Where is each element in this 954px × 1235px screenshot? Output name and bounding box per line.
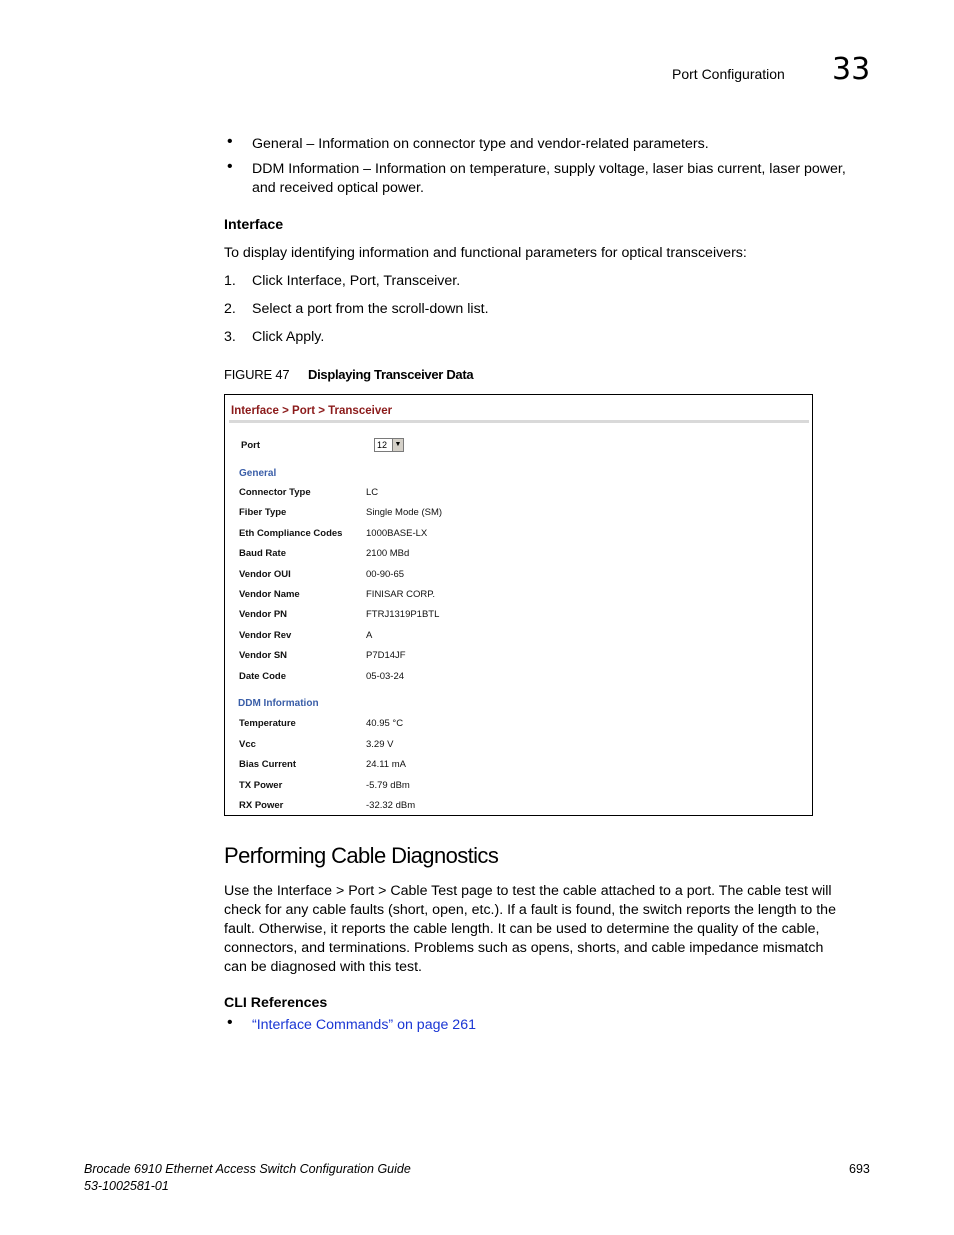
row-label: Vendor OUI [239,569,291,580]
paragraph-line: connectors, and terminations. Problems such as opens, shorts, and cable impedance mismatch [224,940,824,956]
bullet-icon: • [227,158,233,175]
step-number: 3. [224,329,236,345]
row-value: FTRJ1319P1BTL [366,609,440,620]
row-value: Single Mode (SM) [366,507,443,518]
step-text: Click Apply. [252,329,325,345]
row-value: 05-03-24 [366,671,405,682]
bullet-text: – Information on connector type and vendor-related parameters. [302,136,709,152]
row-value: 2100 MBd [366,548,410,559]
bullet-text: – Information on temperature, supply voltage, laser bias current, laser power, [359,161,846,177]
row-value: FINISAR CORP. [366,589,435,600]
figure-title: Displaying Transceiver Data [308,367,474,382]
step-item [224,300,824,320]
row-value: P7D14JF [366,650,406,661]
cli-reference-link[interactable]: “Interface Commands” on page 261 [252,1017,476,1033]
row-label: Bias Current [239,759,297,770]
bullet-ddm [252,160,882,179]
port-select-value: 12 [377,440,388,450]
interface-heading: Interface [224,217,284,233]
interface-intro: To display identifying information and functional parameters for optical transceivers: [224,245,747,261]
port-label: Port [241,440,260,451]
row-label: Vendor Name [239,589,300,600]
row-label: Vcc [239,739,256,750]
chevron-down-icon[interactable]: ▼ [392,439,403,451]
row-label: Date Code [239,671,286,682]
row-label: TX Power [239,780,283,791]
row-value: 3.29 V [366,739,394,750]
row-label: Connector Type [239,487,311,498]
bullet-icon: • [227,1014,233,1031]
row-label: RX Power [239,800,284,811]
transceiver-screenshot [224,394,813,816]
bullet-general [252,135,872,154]
row-label: Fiber Type [239,507,287,518]
step-text: Click Interface, Port, Transceiver. [252,273,461,289]
bullet-term: DDM Information [252,161,360,177]
step-number: 1. [224,273,236,289]
figure-label: FIGURE 47 [224,367,290,382]
step-item [224,328,824,348]
step-text: Select a port from the scroll-down list. [252,301,489,317]
footer-doc-number: 53-1002581-01 [84,1179,169,1193]
row-value: 1000BASE-LX [366,528,428,539]
step-number: 2. [224,301,236,317]
paragraph-line: can be diagnosed with this test. [224,959,422,975]
page-number: 693 [849,1162,870,1176]
general-heading: General [239,468,277,479]
bullet-term: General [252,136,303,152]
row-label: Eth Compliance Codes [239,528,343,539]
step-item [224,272,824,292]
row-value: -32.32 dBm [366,800,416,811]
paragraph-line: Use the Interface > Port > Cable Test page to test the cable attached to a port. The cable test will [224,883,832,899]
row-value: LC [366,487,379,498]
bullet-icon: • [227,133,233,150]
row-value: 00-90-65 [366,569,405,580]
breadcrumb-divider [229,420,809,423]
running-header-title: Port Configuration [672,66,785,82]
row-value: -5.79 dBm [366,780,410,791]
row-label: Vendor SN [239,650,288,661]
row-label: Temperature [239,718,296,729]
row-label: Vendor Rev [239,630,292,641]
port-select[interactable] [374,438,404,452]
row-label: Baud Rate [239,548,286,559]
cli-heading: CLI References [224,995,328,1011]
section-heading: Performing Cable Diagnostics [224,843,499,868]
row-value: 40.95 °C [366,718,404,729]
paragraph-line: check for any cable faults (short, open, etc.). If a fault is found, the switch reports the length to the [224,902,836,918]
footer-guide-title: Brocade 6910 Ethernet Access Switch Configuration Guide [84,1162,411,1176]
chapter-number: 33 [832,52,871,87]
paragraph-line: fault. Otherwise, it reports the cable length. It can be used to determine the quality of the cable, [224,921,820,937]
section-paragraph [224,882,874,977]
breadcrumb: Interface > Port > Transceiver [231,405,393,417]
ddm-heading: DDM Information [238,698,319,709]
row-value: A [366,630,373,641]
row-value: 24.11 mA [366,759,406,770]
row-label: Vendor PN [239,609,288,620]
bullet-text-continued: and received optical power. [252,180,424,196]
